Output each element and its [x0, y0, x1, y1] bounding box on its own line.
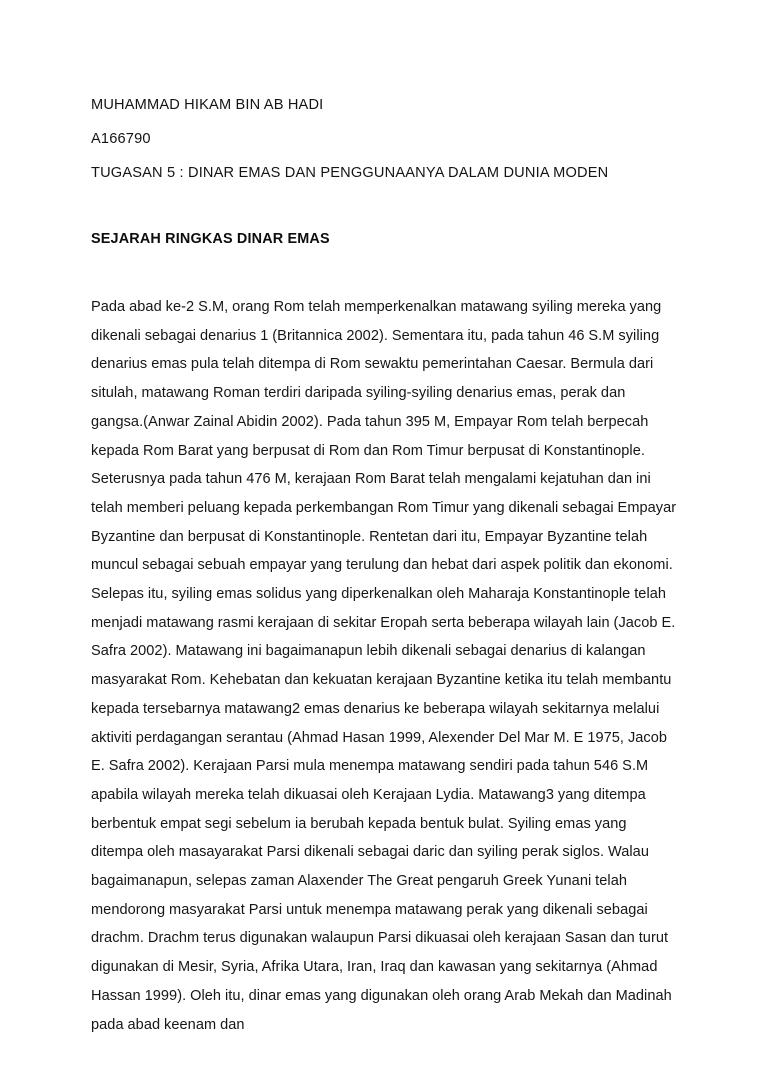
assignment-title: TUGASAN 5 : DINAR EMAS DAN PENGGUNAANYA DALAM DUNIA MODEN — [91, 165, 609, 181]
matric-number: A166790 — [91, 131, 151, 147]
body-paragraph: Pada abad ke-2 S.M, orang Rom telah memperkenalkan matawang syiling mereka yang dikenali sebagai denarius 1 (Britannica 2002). Sementara itu, pada tahun 46 S.M syiling denarius emas pula telah ditempa di Rom sewaktu pemerintahan Caesar. Bermula dari situlah, matawang Roman terdiri daripada syiling-syiling denarius emas, perak dan gangsa.(Anwar Zainal Abidin 2002). Pada tahun 395 M, Empayar Rom telah berpecah kepada Rom Barat yang berpusat di Rom dan Rom Timur berpusat di Konstantinople. Seterusnya pada tahun 476 M, kerajaan Rom Barat telah mengalami kejatuhan dan ini telah memberi peluang kepada perkembangan Rom Timur yang dikenali sebagai Empayar Byzantine dan berpusat di Konstantinople. Rentetan dari itu, Empayar Byzantine telah muncul sebagai sebuah empayar yang terulung dan hebat dari aspek politik dan ekonomi. Selepas itu, syiling emas solidus yang diperkenalkan oleh Maharaja Konstantinople telah menjadi matawang rasmi kerajaan di sekitar Eropah serta beberapa wilayah lain (Jacob E. Safra 2002). Matawang ini bagaimanapun lebih dikenali sebagai denarius di kalangan masyarakat Rom. Kehebatan dan kekuatan kerajaan Byzantine ketika itu telah membantu kepada tersebarnya matawang2 emas denarius ke beberapa wilayah sekitarnya melalui aktiviti perdagangan serantau (Ahmad Hasan 1999, Alexender Del Mar M. E 1975, Jacob E. Safra 2002). Kerajaan Parsi mula menempa matawang sendiri pada tahun 546 S.M apabila wilayah mereka telah dikuasai oleh Kerajaan Lydia. Matawang3 yang ditempa berbentuk empat segi sebelum ia berubah kepada bentuk bulat. Syiling emas yang ditempa oleh masayarakat Parsi dikenali sebagai daric dan syiling perak siglos. Walau bagaimanapun, selepas zaman Alaxender The Great pengaruh Greek Yunani telah mendorong masyarakat Parsi untuk menempa matawang perak yang dikenali sebagai drachm. Drachm terus digunakan walaupun Parsi dikuasai oleh kerajaan Sasan dan turut digunakan di Mesir, Syria, Afrika Utara, Iran, Iraq dan kawasan yang sekitarnya (Ahmad Hassan 1999). Oleh itu, dinar emas yang digunakan oleh orang Arab Mekah dan Madinah pada abad keenam dan — [91, 299, 677, 1033]
section-heading: SEJARAH RINGKAS DINAR EMAS — [91, 231, 330, 247]
author-name: MUHAMMAD HIKAM BIN AB HADI — [91, 97, 324, 113]
